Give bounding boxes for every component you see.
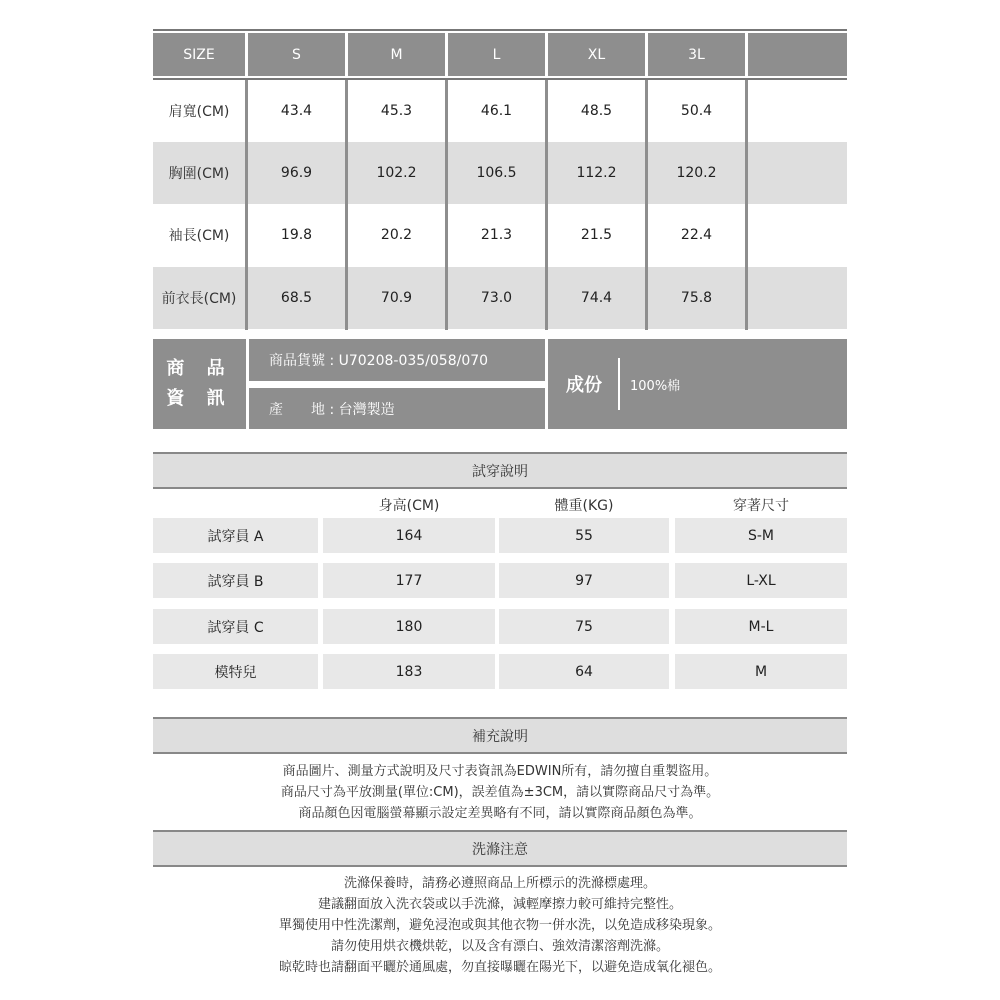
column-divider bbox=[245, 80, 248, 330]
material-box bbox=[548, 339, 847, 429]
material-divider bbox=[618, 358, 620, 410]
value-cell: 75.8 bbox=[680, 290, 713, 306]
header-cell-empty bbox=[748, 33, 847, 76]
header-cell-l: L bbox=[448, 33, 545, 76]
tester-size: S-M bbox=[675, 518, 847, 553]
product-info-title-line2: 資 訊 bbox=[166, 388, 233, 409]
supplement-line: 商品尺寸為平放測量(單位:CM)，誤差值為±3CM，請以實際商品尺寸為準。 bbox=[280, 785, 720, 800]
table-row bbox=[153, 80, 847, 142]
value-cell bbox=[748, 80, 847, 142]
origin: 產 地 : 台灣製造 bbox=[249, 388, 545, 429]
tester-label: 模特兒 bbox=[153, 654, 318, 689]
header-cell-s: S bbox=[248, 33, 345, 76]
value-cell: 21.3 bbox=[480, 227, 513, 243]
tester-height: 183 bbox=[323, 654, 495, 689]
header-cell-xl: XL bbox=[548, 33, 645, 76]
column-divider bbox=[445, 80, 448, 330]
washing-title: 洗滌注意 bbox=[153, 830, 847, 867]
supplement-line: 商品圖片、測量方式說明及尺寸表資訊為EDWIN所有，請勿擅自重製盜用。 bbox=[282, 764, 718, 779]
material-label: 成份 bbox=[566, 375, 602, 396]
col-head-weight: 體重(KG) bbox=[554, 498, 614, 514]
value-cell: 73.0 bbox=[480, 290, 513, 306]
tester-height: 177 bbox=[323, 563, 495, 598]
value-cell: 102.2 bbox=[376, 165, 417, 181]
washing-line: 晾乾時也請翻面平曬於通風處，勿直接曝曬在陽光下，以避免造成氧化褪色。 bbox=[278, 960, 721, 975]
header-cell-m: M bbox=[348, 33, 445, 76]
material-value: 100%棉 bbox=[630, 378, 681, 394]
value-cell: 50.4 bbox=[680, 103, 713, 119]
tester-label: 試穿員 C bbox=[153, 609, 318, 644]
tester-weight: 64 bbox=[499, 654, 669, 689]
table-top-rule bbox=[153, 29, 847, 31]
product-info-title bbox=[153, 339, 246, 429]
tester-size: L-XL bbox=[675, 563, 847, 598]
table-row bbox=[153, 267, 847, 329]
row-label: 胸圍(CM) bbox=[168, 166, 230, 182]
washing-line: 單獨使用中性洗潔劑，避免浸泡或與其他衣物一併水洗，以免造成移染現象。 bbox=[278, 918, 721, 933]
row-label: 前衣長(CM) bbox=[161, 291, 237, 307]
column-divider bbox=[645, 80, 648, 330]
col-head-size: 穿著尺寸 bbox=[733, 498, 789, 514]
table-row bbox=[153, 204, 847, 266]
value-cell: 48.5 bbox=[580, 103, 613, 119]
tester-weight: 55 bbox=[499, 518, 669, 553]
column-divider bbox=[745, 80, 748, 330]
tester-size: M bbox=[675, 654, 847, 689]
value-cell: 20.2 bbox=[380, 227, 413, 243]
washing-line: 建議翻面放入洗衣袋或以手洗滌，減輕摩擦力較可維持完整性。 bbox=[317, 897, 682, 912]
tester-label: 試穿員 A bbox=[153, 518, 318, 553]
header-cell-size: SIZE bbox=[153, 33, 245, 76]
value-cell: 120.2 bbox=[676, 165, 717, 181]
table-row bbox=[153, 142, 847, 204]
try-on-title: 試穿說明 bbox=[153, 452, 847, 489]
tester-weight: 75 bbox=[499, 609, 669, 644]
value-cell: 19.8 bbox=[280, 227, 313, 243]
row-label: 肩寬(CM) bbox=[168, 104, 230, 120]
value-cell: 45.3 bbox=[380, 103, 413, 119]
value-cell bbox=[748, 204, 847, 266]
value-cell: 46.1 bbox=[480, 103, 513, 119]
tester-height: 180 bbox=[323, 609, 495, 644]
value-cell: 70.9 bbox=[380, 290, 413, 306]
washing-line: 洗滌保養時，請務必遵照商品上所標示的洗滌標處理。 bbox=[343, 876, 656, 891]
product-info-title-line1: 商 品 bbox=[166, 358, 233, 379]
column-divider bbox=[545, 80, 548, 330]
value-cell: 43.4 bbox=[280, 103, 313, 119]
size-table bbox=[153, 29, 847, 331]
value-cell: 68.5 bbox=[280, 290, 313, 306]
supplement-title: 補充說明 bbox=[153, 717, 847, 754]
header-cell-3l: 3L bbox=[648, 33, 745, 76]
value-cell: 22.4 bbox=[680, 227, 713, 243]
tester-weight: 97 bbox=[499, 563, 669, 598]
value-cell: 112.2 bbox=[576, 165, 617, 181]
row-label: 袖長(CM) bbox=[168, 228, 230, 244]
value-cell: 96.9 bbox=[280, 165, 313, 181]
tester-size: M-L bbox=[675, 609, 847, 644]
value-cell: 106.5 bbox=[476, 165, 517, 181]
value-cell bbox=[748, 142, 847, 204]
washing-line: 請勿使用烘衣機烘乾，以及含有漂白、強效清潔溶劑洗滌。 bbox=[330, 939, 669, 954]
column-divider bbox=[345, 80, 348, 330]
tester-height: 164 bbox=[323, 518, 495, 553]
tester-label: 試穿員 B bbox=[153, 563, 318, 598]
item-number: 商品貨號 : U70208-035/058/070 bbox=[249, 339, 545, 381]
value-cell: 21.5 bbox=[580, 227, 613, 243]
col-head-height: 身高(CM) bbox=[378, 498, 440, 514]
value-cell: 74.4 bbox=[580, 290, 613, 306]
supplement-line: 商品顏色因電腦螢幕顯示設定差異略有不同，請以實際商品顏色為準。 bbox=[298, 806, 702, 821]
value-cell bbox=[748, 267, 847, 329]
